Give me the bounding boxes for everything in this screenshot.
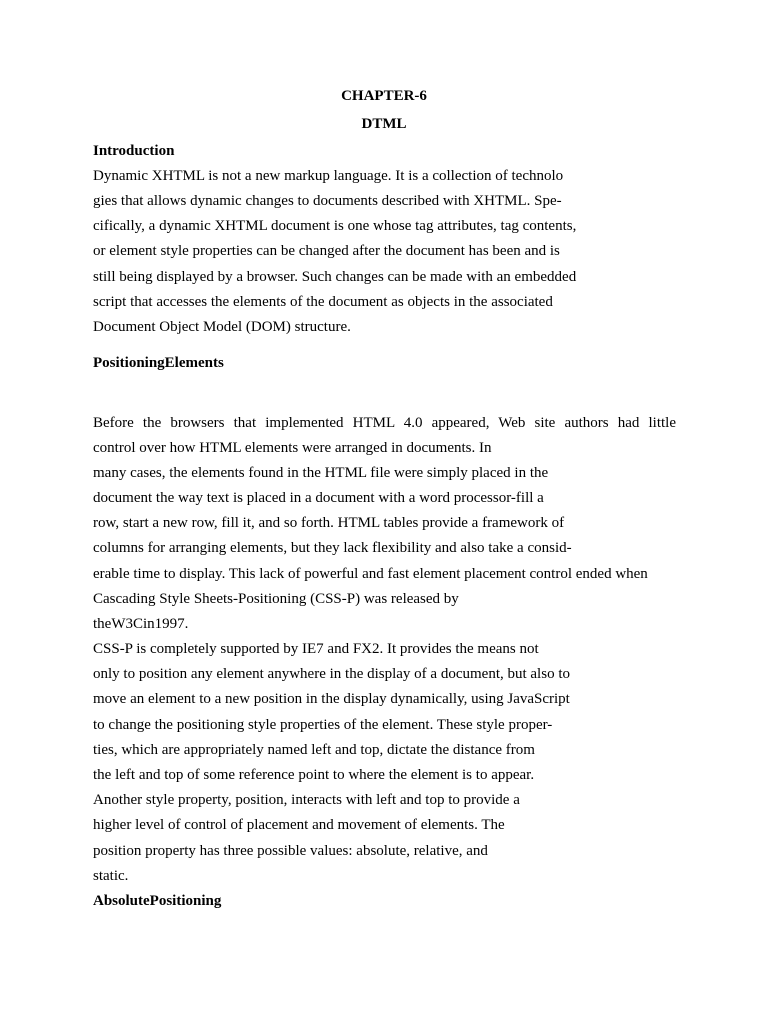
paragraph-line: many cases, the elements found in the HTML file were simply placed in the — [93, 465, 549, 481]
paragraph-line: only to position any element anywhere in the display of a document, but also to — [93, 666, 570, 682]
section-heading-positioning-elements: PositioningElements — [93, 355, 224, 371]
chapter-title: DTML — [361, 116, 407, 132]
paragraph-line: or element style properties can be changed after the document has been and is — [93, 243, 560, 259]
paragraph-line: erable time to display. This lack of powerful and fast element placement control ended when — [93, 566, 648, 582]
paragraph-line: position property has three possible values: absolute, relative, and — [93, 843, 488, 859]
paragraph-line: move an element to a new position in the display dynamically, using JavaScript — [93, 691, 570, 707]
paragraph-line: the left and top of some reference point to where the element is to appear. — [93, 767, 535, 783]
paragraph-line: columns for arranging elements, but they lack flexibility and also take a consid- — [93, 540, 572, 556]
section-heading-absolute-positioning: AbsolutePositioning — [93, 893, 222, 909]
paragraph-line: Before the browsers that implemented HTML 4.0 appeared, Web site authors had little — [93, 415, 676, 431]
paragraph-line: Cascading Style Sheets-Positioning (CSS-P) was released by — [93, 591, 459, 607]
paragraph-line: static. — [93, 868, 129, 884]
paragraph-line: Dynamic XHTML is not a new markup language. It is a collection of technolo — [93, 168, 564, 184]
paragraph-line: document the way text is placed in a document with a word processor-fill a — [93, 490, 544, 506]
section-heading-introduction: Introduction — [93, 143, 175, 159]
paragraph-line: Another style property, position, interacts with left and top to provide a — [93, 792, 520, 808]
paragraph-line: theW3Cin1997. — [93, 616, 189, 632]
paragraph-line: CSS-P is completely supported by IE7 and FX2. It provides the means not — [93, 641, 539, 657]
paragraph-line: Document Object Model (DOM) structure. — [93, 319, 351, 335]
paragraph-line: higher level of control of placement and movement of elements. The — [93, 817, 505, 833]
chapter-number: CHAPTER-6 — [341, 88, 427, 104]
paragraph-line: control over how HTML elements were arranged in documents. In — [93, 440, 492, 456]
paragraph-line: ties, which are appropriately named left and top, dictate the distance from — [93, 742, 535, 758]
paragraph-line: still being displayed by a browser. Such changes can be made with an embedded — [93, 269, 577, 285]
paragraph-line: cifically, a dynamic XHTML document is one whose tag attributes, tag contents, — [93, 218, 577, 234]
paragraph-line: row, start a new row, fill it, and so forth. HTML tables provide a framework of — [93, 515, 565, 531]
paragraph-line: script that accesses the elements of the document as objects in the associated — [93, 294, 553, 310]
paragraph-line: to change the positioning style properties of the element. These style proper- — [93, 717, 553, 733]
paragraph-line: gies that allows dynamic changes to documents described with XHTML. Spe- — [93, 193, 562, 209]
